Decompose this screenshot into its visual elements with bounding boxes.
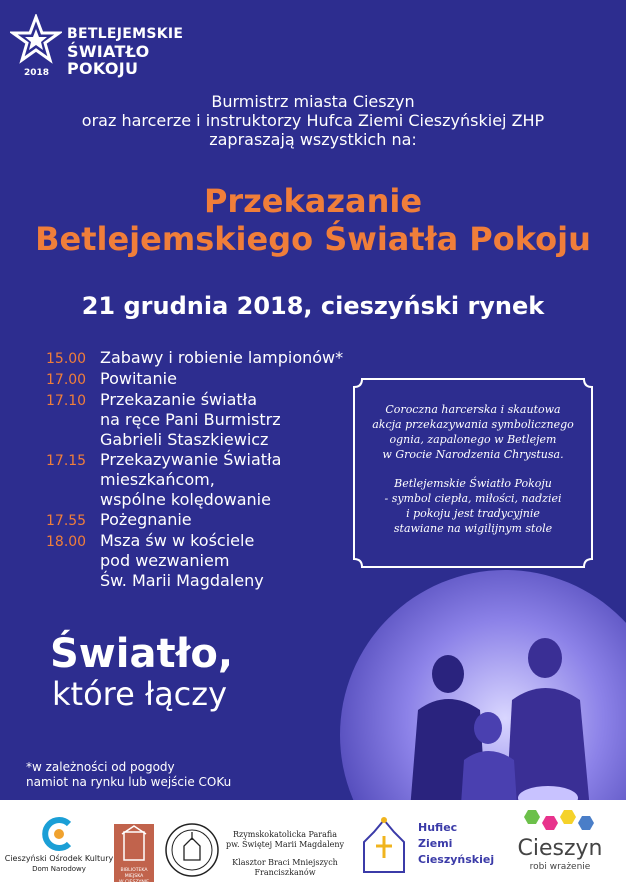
info-paragraph-1: Coroczna harcerska i skautowa akcja przekazywania symbolicznego ognia, zapalonego w Betlejem w Grocie Narodzenia Chrystusa.: [372, 403, 574, 461]
schedule-time: 17.00: [46, 372, 87, 388]
partner-logos: [0, 800, 626, 886]
cok-logo: [4, 814, 114, 874]
parish-line-1: Rzymskokatolicka Parafia: [232, 830, 337, 839]
cieszyn-tagline: robi wrażenie: [529, 862, 591, 872]
schedule-item: [46, 450, 386, 510]
event-logo: [10, 14, 200, 76]
cieszyn-hexagons-icon: [520, 806, 600, 836]
schedule-desc: Zabawy i robienie lampionów*: [100, 348, 344, 367]
people-silhouettes: [340, 570, 626, 800]
schedule-desc: Przekazywanie Światła mieszkańcom, wspólne kolędowanie: [100, 450, 282, 509]
parish-line-2: pw. Świętej Marii Magdaleny: [225, 840, 345, 849]
invite-line-2: oraz harcerze i instruktorzy Hufca Ziemi Cieszyńskiej ZHP: [81, 111, 545, 130]
cok-subtitle: Dom Narodowy: [32, 865, 86, 873]
event-title: [0, 182, 626, 258]
info-box-text: [358, 402, 588, 550]
cieszyn-logo: [504, 806, 616, 884]
cok-name: Cieszyński Ośrodek Kultury: [4, 854, 114, 863]
schedule-desc: Powitanie: [100, 369, 177, 388]
invite-line-3: zapraszają wszystkich na:: [209, 130, 417, 149]
info-paragraph-2: Betlejemskie Światło Pokoju - symbol ciepła, miłości, nadziei i pokoju jest tradycyjnie stawiane na wigilijnym stole: [384, 477, 562, 535]
footnote-line-2: namiot na rynku lub wejście COKu: [26, 775, 232, 789]
weather-footnote: [26, 760, 231, 790]
hufiec-emblem-icon: [356, 814, 412, 876]
monastery-line-2: Franciszkanów: [254, 868, 316, 877]
schedule-desc: Msza św w kościele pod wezwaniem Św. Marii Magdaleny: [100, 531, 264, 590]
slogan-line-2: które łączy: [52, 675, 227, 713]
cieszyn-name: Cieszyn: [517, 836, 603, 861]
slogan: [50, 632, 233, 712]
schedule-time: 18.00: [46, 534, 87, 550]
schedule-time: 15.00: [46, 351, 87, 367]
schedule-item: [46, 369, 386, 390]
invitation-text: [0, 92, 626, 149]
star-icon: [10, 14, 62, 66]
schedule-item: [46, 531, 386, 591]
cok-icon: [39, 814, 79, 854]
title-line-2: Betlejemskiego Światła Pokoju: [35, 220, 591, 258]
logo-wordmark: [67, 26, 183, 77]
parish-seal: [164, 822, 220, 878]
schedule-item: [46, 390, 386, 450]
people-photo: [340, 570, 626, 800]
schedule-time: 17.10: [46, 393, 87, 409]
schedule-item: [46, 348, 386, 369]
monastery-line-1: Klasztor Braci Mniejszych: [232, 858, 338, 867]
hufiec-name: Hufiec Ziemi Cieszyńskiej: [418, 821, 495, 866]
schedule-desc: Przekazanie światła na ręce Pani Burmistrz Gabrieli Staszkiewicz: [100, 390, 281, 449]
title-line-1: Przekazanie: [203, 182, 423, 220]
schedule: [46, 348, 386, 591]
logo-year: 2018: [24, 68, 50, 78]
parish-seal-icon: [164, 822, 220, 878]
event-date-place: 21 grudnia 2018, cieszyński rynek: [81, 292, 545, 320]
logo-line-1: BETLEJEMSKIE: [67, 26, 184, 42]
schedule-desc: Pożegnanie: [100, 510, 192, 529]
logo-line-2: ŚWIATŁO: [67, 42, 150, 61]
schedule-item: [46, 510, 386, 531]
logo-line-3: POKOJU: [67, 59, 139, 78]
parish-info: [224, 830, 346, 878]
schedule-time: 17.15: [46, 453, 87, 469]
footnote-line-1: *w zależności od pogody: [26, 760, 175, 774]
slogan-line-1: Światło,: [50, 631, 234, 677]
schedule-time: 17.55: [46, 513, 87, 529]
hufiec-logo: [356, 814, 496, 876]
invite-line-1: Burmistrz miasta Cieszyn: [211, 92, 415, 111]
library-name: BIBLIOTEKA MIEJSKA W CIESZYNIE: [118, 868, 150, 885]
library-logo: [114, 824, 154, 885]
library-building-icon: [114, 824, 154, 862]
